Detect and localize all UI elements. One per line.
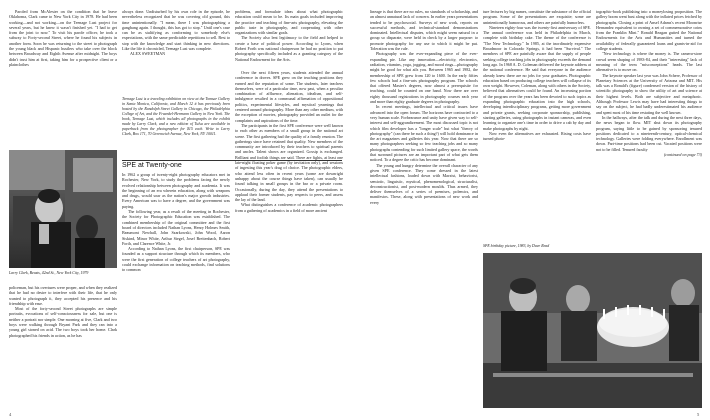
body-text: always done. Undisturbed by his own role in the episode, he nevertheless recognized that he was covering old ground, this time unintentionally. "I mean, there I was photographing a gangbang again. I thought, this has got to stop." Until one's case can be as stultifying as conforming to somebody else's expectations, with the same predictable repetitions to sell. Best to stop with the knowledge and start thinking in new directions. Like the life it chronicled, Teenage Lust was complete. [122, 9, 230, 52]
body-text: In the hallways, after the talk and during the next three days, the news began to flow. MIT shut down its photography program, saying little to be gained by sponsoring tenured positions dedicated to a nineteenth-century, optical-chemical technology. Galleries were folding everywhere. Enrollment was down. Part-time positions had been cut. Vacated positions were not to be filled. Tenured faculty [596, 114, 702, 152]
column-6 [596, 9, 702, 241]
body-text: Paroled from McAlester on the condition that he leave Oklahoma, Clark came to New York City in 1978. He had been working—and not working—on the Teenage Lust project for several years, but he knew it wasn't finished yet. "I had to get from the joint to now." To visit his parole officer, he took a subway to Forty-second Street, where he found his subjects in another form. Soon he was returning to the street to photograph the young black and Hispanic hustlers who take over the block between Broadway and Eighth Avenue after midnight. The boys didn't trust him at first, taking him for a prospective client or a plainclothes [9, 9, 117, 67]
body-text: What distinguishes a conference of academic photographers from a gathering of academics in a field of more ancient [235, 202, 343, 213]
photo-beasts-image [9, 150, 117, 268]
body-text: In 1962 a group of twenty-eight photography educators met in Rochester, New York, to study the problems facing the newly evolved relationship between photography and academia. It was the beginning of an era wherein education, along with weapons and drugs, would soar as the nation's major growth industries. Every American was to have a degree, and the government was paying. [122, 172, 230, 209]
body-text: problems, and formulate ideas about what photographic education could mean to be. Its main goals included improving the practice and teaching of fine-arts photography, elevating the public taste in photography, and cooperating with other organizations with similar goals. [235, 9, 343, 36]
column-1-bottom [9, 285, 117, 411]
body-text: The keynote speaker last year was John Schere, Professor of Planetary Sciences at the University of Arizona and MIT. His talk was a Ronald's (figure) condensed version of the history of scientific photography to show the utility of art and science at their highest levels. Both are subjective and metaphoric. Although Professor Lewis may have had interesting things to say on the subject, he had badly underestimated his audience and spent most of his time restating the well known. [596, 72, 702, 115]
body-text: "New technology is where the money is. The camera-store crowd seem shaping of 1983-84, and their "interesting" lack of meaning of the term "misconceptions" heads. The last alternative is to move on. [596, 51, 702, 73]
photo-caption-spe [483, 244, 603, 252]
continued-note: (continued on page 73) [663, 152, 702, 158]
column-2-top [122, 9, 230, 95]
body-text: In recent meetings, intellectual and critical issues have advanced into the open forum. The horizons have contracted to a very human scale. Forbearance and unity have given way to self-interest and self-aggrandizement. The most discussed topic is not which film developer has a "longer scale" but what "theory of photography" (can there be such a thing?) will hold dominance in the art magazines and galleries this year. Now that there are so many photographers seeking so few teaching jobs and so many photographs contending for such limited gallery space, the words that surround pictures are an important part of what gets them noticed. To a degree the critic has become dominant. [370, 104, 478, 163]
author-signature: ALEX SWEETMAN [130, 51, 166, 57]
italic-note [122, 97, 230, 149]
column-2-bottom [122, 172, 230, 412]
note-text: Teenage Lust is a traveling exhibition on view at the Tomsar Gallery in Santa Monica, California, and March 12 it has previously been hosted by the Randolph Street Gallery in Chicago, the Philadelphia College of Art, and the Fraenkel-Hermann Gallery in New York. The book, Teenage Lust, which includes all photographs in the exhibit made by Larry Clark, and a new edition of Tulsa are available in paperback from the photographer for $15 each. Write to Larry Clark, Box 171, 70 Greenwich Avenue, New York, NY 10011. [122, 97, 230, 136]
body-text: Most of the forty-second Street photographs are simple portraits, evocations of self-consciousness for sale, but one is neither a portrait nor simple. One morning at five, Clark and two boys were walking through Bryant Park and they ran into a young girl stoned on acid. The two boys took her home. Clark photographed his friends in action, as he has [9, 306, 117, 338]
section-title: SPE at Twenty-one [122, 162, 182, 169]
body-text: policeman, but his overtures were proper, and when they realized that he had no desire to interfere with their life, that he only wanted to photograph it, they accepted his presence and his friendship with ease. [9, 285, 117, 306]
body-text: lineage is that there are no rules, no standards of scholarship, and an almost unnatural lack of concern. In earlier years presentations tended to be psychosocial. Surveys of new work, reports on successful methods, and technical-standard demonstrations dominated. Intellectual disputes, which might seem natural in a group so disparate, were held in check by a larger purpose: to promote photography for any use to which it might be put. Toleration was the rule. [370, 9, 478, 52]
caption-text: SPE birthday picture, 1983, by Dave Read [483, 244, 550, 248]
body-text: Photography was the ever-expanding piece of the ever-expanding pie. Like any innovation—electricity, electronics, radiation, vitamins, yoga, jogging, and mood rings—photography might be good for what ails you. Between 1965 and 1982, the membership of SPE grew from 120 to 1600. In the early fifties few schools had a fine-arts photography program. The schools that offered Master's degrees, now almost a prerequisite for teaching, could be counted on one hand. Now there are over eighty thousand registrations in photography courses each year and more than eighty graduate degrees in photography. [370, 51, 478, 105]
body-text: The young and hungry determine the overall character of any given SPE conference. They come dressed in the latest intellectual fashions, loaded down with Marxist, behaviorist, semiotic, linguistic, mystical, phenomenological, structuralist, deconstructionist, and post-modern moulds. Thus armed, they deliver themselves of a series of premises, polemics, and manifestos. These, along with presentations of new work and every [370, 162, 478, 205]
body-text: Over the next fifteen years, students attended the annual conference in droves. SPE grew on the teaching positions they earned and the reputation of some. The students, later teachers themselves, were of a particular time, now past, when a peculiar combination of affluence, alienation, idealism, and self-indulgence resulted in a communal affirmation of oppositional politics, experimental lifestyles, and mystical yearnings that centered around photography. More than any other medium, with the exception of movies, photography provided an outlet for the complaints and aspirations of the time. [235, 69, 343, 123]
caption-text: Larry Clark, Beasts, 42nd St., New York City, 1979 [9, 271, 89, 275]
photo-spe-birthday [483, 253, 702, 408]
body-text: tographic-book publishing into a moneylosing proposition. The gallery boom went bust along with the inflated prices fetched by photographs. Closing a print of Ansel Adams's recent Moonrise Hernandez equivalent to owning a set of commemorative coins from the Franklin Mint." Ronald Reagan gutted the National Endowments for the Arts and Humanities and turned the availability of federally guaranteed loans and grants-in-aid for college students. [596, 9, 702, 52]
body-text: The Society also lent legitimacy to the field and helped to create a base of political power. According to Lyons, when Robert Forth was national chairperson he had no position to put photography specifically included as a granting category of the National Endowment for the Arts. [235, 35, 343, 62]
left-folio: 4 [9, 412, 12, 417]
body-text: Nineteen eighty-four was the twenty-first anniversary of SPE. The annual conference was held in Philadelphia in March, complete with birthday cake. The theme of the conference is "The New Technology." In 1985, at the inordinately expensive Broadmoor in Colorado Springs, it had been "Survival." The members of SPE are painfully aware that the supply of people seeking college teaching jobs in photography exceeds the demand long ago. In 1968 A. D. Coleman delivered the keynote address at the national conference. He said that everyone in the audience already knew there are no jobs for your graduates. Photographic education based on producing college teachers will collapse of its own weight. However, Coleman, along with others in the Society, believed that alternatives could be found. An increasing portion of the program over the years has been devoted to such topics as expanding photographic education into the high schools, developing interdisciplinary programs, getting more government and private grants, seeking corporate sponsorship, publishing, starting galleries, using photographs in instant cameras, and even learning to organize one's time in order to drive a cab by day and make photographs by night. [483, 24, 591, 131]
photo-caption [9, 271, 99, 283]
column-3 [235, 9, 343, 412]
column-4 [370, 9, 478, 412]
body-text: According to Nathan Lyons, the first chairperson, SPE was founded as a support structure through which its members, who were the first generation of college teachers of art photography, could exchange information on teaching methods, find solutions to common [122, 246, 230, 273]
column-1-top [9, 9, 117, 144]
body-text: ture lectures by big names, constitute the substance of the official program. Some of the presentations are exquisite; some are unintentionally humorous, and others are painfully humorless. [483, 9, 591, 25]
right-folio: 5 [697, 412, 700, 417]
body-text: The participants in the first SPE conference were well known to each other as members of a small group in the national art scene. The first gathering had the quality of a family reunion. The gatherings since have retained that quality. New members of the community are introduced by their teachers to spiritual parents and uncles. Talent shows are organized. Gossip is exchanged. Brilliant and foolish things are said. There are fights, at least one late-night floating poker game (by invitation only), and sessions of ingesting this year's drug of choice. The photographic elders, who attend less often in recent years (some are downright unhappy about the course things have taken), can usually be found talking in small groups in the bar or a private room. Occasionally, during the day, they attend the presentations to applaud their former students, pay respects to peers, and assess the lay of the land. [235, 122, 343, 203]
photo-beasts [9, 150, 117, 268]
photo-spe-birthday-image [483, 253, 702, 408]
body-text: The following year, as a result of the meeting in Rochester, the Society for Photographic Education was established. The combined membership of the original committee and the first board of directors included Nathan Lyons, Henry Holmes Smith, Beaumont Newhall, John Szarkowski, John Wood, Aaron Siskind, Minor White, Arthur Siegel, Josef Breitenbach, Robert Forth, and Clarence White, Jr. [122, 209, 230, 246]
body-text: Now even the alternatives are exhausted. Rising costs have turned photo- [483, 130, 591, 142]
column-5 [483, 9, 591, 241]
